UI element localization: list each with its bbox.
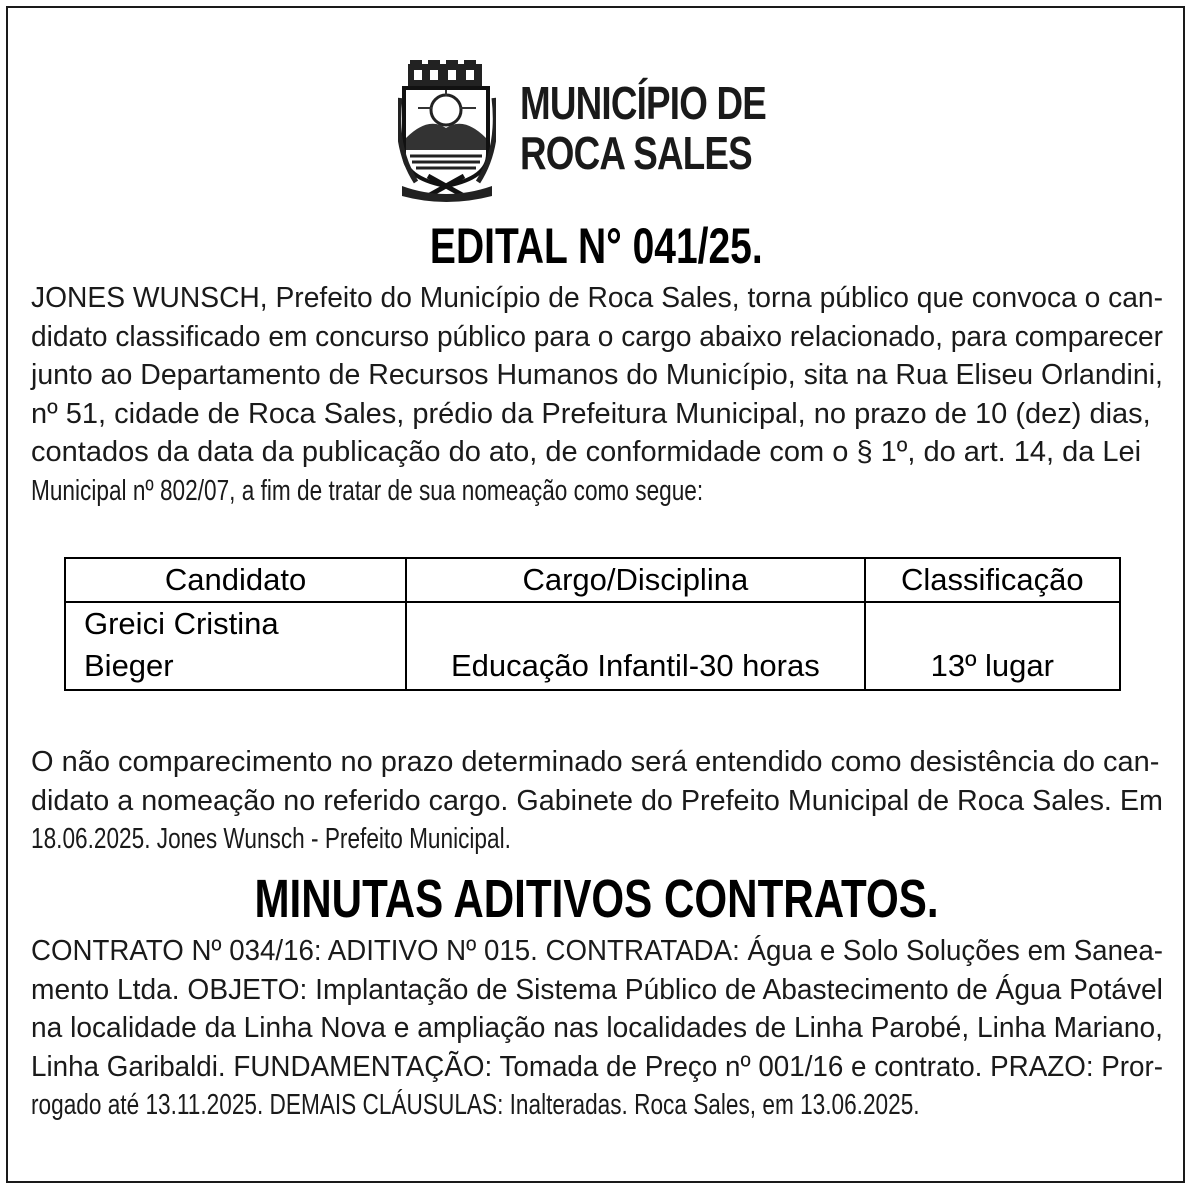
edital-intro [31, 279, 1163, 510]
paragraph-line: didato classificado em concurso público para o cargo abaixo relacionado, para comparecer [31, 320, 1164, 353]
classificacao-value: 13º lugar [930, 648, 1054, 683]
paragraph-line: nº 51, cidade de Roca Sales, prédio da Prefeitura Municipal, no prazo de 10 (dez) dias, [31, 397, 1151, 430]
edital-heading [0, 218, 1193, 274]
edital-closing [31, 743, 1163, 859]
cell-candidato [65, 602, 406, 690]
minutas-title-text: MINUTAS ADITIVOS CONTRATOS. [254, 869, 939, 929]
cell-classificacao [865, 602, 1120, 690]
minutas-body [31, 932, 1163, 1125]
header-classificacao: Classificação [865, 558, 1120, 602]
municipal-coat-of-arms-icon [398, 58, 496, 204]
paragraph-line: na localidade da Linha Nova e ampliação nas localidades de Linha Parobé, Linha Mariano, [31, 1012, 1163, 1044]
paragraph-line: JONES WUNSCH, Prefeito do Município de Roca Sales, torna público que convoca o can- [31, 282, 1164, 314]
paragraph-line: contados da data da publicação do ato, de conformidade com o § 1º, do art. 14, da Lei [31, 436, 1142, 468]
paragraph-line: rogado até 13.11.2025. DEMAIS CLÁUSULAS: Inalteradas. Roca Sales, em 13.06.2025. [31, 1089, 920, 1121]
candidate-table [64, 557, 1121, 691]
paragraph-line: didato a nomeação no referido cargo. Gabinete do Prefeito Municipal de Roca Sales. Em [31, 784, 1163, 817]
paragraph-line: mento Ltda. OBJETO: Implantação de Sistema Público de Abastecimento de Água Potável [31, 973, 1163, 1006]
minutas-heading [0, 868, 1193, 930]
header [398, 58, 818, 204]
paragraph-line: 18.06.2025. Jones Wunsch - Prefeito Municipal. [31, 823, 511, 855]
header-candidato: Candidato [65, 558, 406, 602]
paragraph-line: CONTRATO Nº 034/16: ADITIVO Nº 015. CONTRATADA: Água e Solo Soluções em Sanea- [31, 935, 1163, 967]
title-line-2: ROCA SALES [520, 127, 752, 179]
table-row [65, 602, 1120, 690]
paragraph-line: O não comparecimento no prazo determinado será entendido como desistência do can- [31, 746, 1160, 778]
cargo-value: Educação Infantil-30 horas [450, 648, 820, 683]
paragraph-line: Municipal nº 802/07, a fim de tratar de sua nomeação como segue: [31, 474, 704, 507]
edital-title-text: EDITAL N° 041/25. [430, 218, 763, 274]
candidate-name-line-2: Bieger [84, 648, 174, 683]
title-line-1: MUNICÍPIO DE [520, 77, 766, 129]
municipality-title [520, 78, 766, 178]
paragraph-line: Linha Garibaldi. FUNDAMENTAÇÃO: Tomada de Preço nº 001/16 e contrato. PRAZO: Pror- [31, 1050, 1164, 1083]
paragraph-line: junto ao Departamento de Recursos Humanos do Município, sita na Rua Eliseu Orlandini, [31, 359, 1163, 391]
header-cargo: Cargo/Disciplina [406, 558, 865, 602]
cell-cargo [406, 602, 865, 690]
table-header-row [65, 558, 1120, 602]
candidate-name-line-1: Greici Cristina [84, 606, 279, 641]
